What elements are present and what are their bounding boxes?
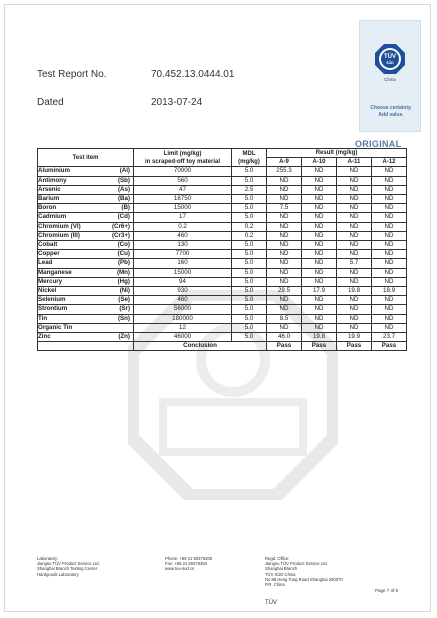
element-name-cell	[38, 287, 134, 296]
result-cell: ND	[372, 241, 407, 250]
mdl-cell: 5.0	[232, 323, 267, 332]
limit-cell: 460	[134, 296, 232, 305]
table-row	[38, 287, 407, 296]
table-row	[38, 259, 407, 268]
mdl-cell: 5.0	[232, 213, 267, 222]
result-cell: ND	[337, 167, 372, 176]
element-name: Lead	[38, 259, 53, 267]
result-cell: ND	[267, 213, 302, 222]
table-row	[38, 185, 407, 194]
result-cell: ND	[337, 277, 372, 286]
result-cell: ND	[337, 250, 372, 259]
element-symbol: (Ba)	[117, 195, 130, 203]
header-sample-a10: A-10	[302, 158, 337, 167]
element-symbol: (Hg)	[117, 277, 130, 285]
element-symbol: (Cu)	[117, 250, 130, 258]
svg-text:TÜV: TÜV	[384, 54, 396, 60]
limit-cell: 930	[134, 287, 232, 296]
footer-lab-line: Shanghai Branch Testing Center	[37, 566, 98, 572]
result-cell: ND	[372, 231, 407, 240]
footer-lab-line: Hardgoods Laboratory	[37, 571, 79, 577]
element-name: Mercury	[38, 277, 63, 285]
element-name-cell	[38, 176, 134, 185]
conclusion-label: Conclusion	[134, 342, 267, 351]
element-name-cell	[38, 333, 134, 342]
result-cell: ND	[372, 305, 407, 314]
mdl-cell: 5.0	[232, 296, 267, 305]
mdl-cell: 5.0	[232, 287, 267, 296]
table-row	[38, 305, 407, 314]
element-name-cell	[38, 305, 134, 314]
table-row	[38, 167, 407, 176]
dated-value: 2013-07-24	[151, 97, 203, 108]
limit-cell: 160	[134, 259, 232, 268]
result-cell: ND	[267, 259, 302, 268]
element-name: Chromium (III)	[38, 231, 80, 239]
conclusion-a12: Pass	[372, 342, 407, 351]
table-row	[38, 323, 407, 332]
element-name: Selenium	[38, 296, 66, 304]
limit-cell: 56000	[134, 305, 232, 314]
result-cell: ND	[267, 305, 302, 314]
result-cell: 17.9	[302, 287, 337, 296]
element-symbol: (Cd)	[117, 213, 130, 221]
header-sample-a12: A-12	[372, 158, 407, 167]
tuv-logo-icon	[374, 43, 406, 75]
result-cell: ND	[302, 213, 337, 222]
element-name-cell	[38, 185, 134, 194]
header-result: Result (mg/kg)	[267, 149, 407, 158]
footer-reg-line: P.R. China	[265, 582, 285, 588]
result-cell: ND	[302, 231, 337, 240]
table-row	[38, 241, 407, 250]
result-cell: ND	[337, 241, 372, 250]
mdl-cell: 5.0	[232, 241, 267, 250]
limit-cell: 15000	[134, 204, 232, 213]
limit-cell: 70000	[134, 167, 232, 176]
element-name-cell	[38, 195, 134, 204]
footer-lab-line: Laboratory:	[37, 556, 59, 561]
result-cell: ND	[302, 241, 337, 250]
element-symbol: (Mn)	[116, 268, 130, 276]
limit-cell: 130	[134, 241, 232, 250]
conclusion-row	[38, 342, 407, 351]
footer-tuv-brand: TÜV	[265, 600, 277, 606]
element-name: Cadmium	[38, 213, 67, 221]
element-name: Boron	[38, 204, 57, 212]
limit-cell: 7700	[134, 250, 232, 259]
element-name: Copper	[38, 250, 60, 258]
results-table	[37, 148, 407, 351]
report-number-value: 70.452.13.0444.01	[151, 69, 235, 80]
limit-cell: 560	[134, 176, 232, 185]
mdl-cell: 5.0	[232, 277, 267, 286]
result-cell: ND	[372, 277, 407, 286]
limit-cell: 17	[134, 213, 232, 222]
element-symbol: (Sr)	[119, 305, 130, 313]
element-name-cell	[38, 323, 134, 332]
element-symbol: (Cr3+)	[111, 231, 130, 239]
limit-cell: 180000	[134, 314, 232, 323]
footer-reg-line: Jiangsu TÜV Product Service Ltd.	[265, 561, 328, 567]
footer-reg-line: Shanghai Branch	[265, 566, 298, 572]
table-row	[38, 296, 407, 305]
result-cell: ND	[372, 195, 407, 204]
element-name: Manganese	[38, 268, 72, 276]
footer-laboratory	[37, 556, 100, 577]
result-cell: ND	[372, 222, 407, 231]
mdl-cell: 5.0	[232, 167, 267, 176]
element-name: Chromium (VI)	[38, 222, 81, 230]
table-row	[38, 213, 407, 222]
footer-phone: Phone: +86 21 60376300	[165, 556, 213, 561]
logo-tagline	[362, 105, 420, 119]
footer-contact	[165, 556, 212, 572]
result-cell: ND	[372, 185, 407, 194]
element-name: Aluminium	[38, 167, 70, 175]
element-symbol: (Pb)	[117, 259, 130, 267]
page-number: Page 7 of 8	[375, 588, 399, 593]
element-name: Cobalt	[38, 241, 58, 249]
element-name-cell	[38, 259, 134, 268]
result-cell: 19.8	[302, 333, 337, 342]
result-cell: 18.9	[372, 287, 407, 296]
result-cell: ND	[302, 323, 337, 332]
header-sample-a11: A-11	[337, 158, 372, 167]
conclusion-a9: Pass	[267, 342, 302, 351]
element-name: Strontium	[38, 305, 68, 313]
result-cell: 255.3	[267, 167, 302, 176]
mdl-cell: 5.0	[232, 314, 267, 323]
element-symbol: (Ni)	[119, 287, 130, 295]
header-mdl-line-1: MDL	[242, 150, 256, 157]
element-name-cell	[38, 314, 134, 323]
element-name-cell	[38, 167, 134, 176]
element-symbol: (As)	[117, 185, 130, 193]
result-cell: ND	[302, 204, 337, 213]
result-cell: ND	[267, 323, 302, 332]
mdl-cell: 5.0	[232, 259, 267, 268]
element-name: Zinc	[38, 333, 51, 341]
result-cell: ND	[267, 185, 302, 194]
result-cell: ND	[302, 222, 337, 231]
header-limit-line-1: Limit (mg/kg)	[163, 150, 202, 157]
result-cell: ND	[337, 323, 372, 332]
result-cell: ND	[302, 277, 337, 286]
result-cell: 19.8	[337, 287, 372, 296]
result-cell: 29.5	[267, 287, 302, 296]
result-cell: 7.5	[267, 204, 302, 213]
header-test-item: Test item	[38, 149, 134, 167]
element-name: Antimony	[38, 176, 67, 184]
footer-reg-line: Regd. Office:	[265, 556, 290, 561]
header-mdl-line-2: (mg/kg)	[238, 158, 260, 165]
result-cell: ND	[302, 268, 337, 277]
result-cell: ND	[372, 314, 407, 323]
result-cell: ND	[302, 176, 337, 185]
element-name-cell	[38, 250, 134, 259]
result-cell: ND	[337, 195, 372, 204]
result-cell: 19.9	[337, 333, 372, 342]
footer-reg-line: No.88 Heng Tong Road Shanghai 200070	[265, 576, 343, 582]
footer-fax: Fax: +86 21 60376350	[165, 561, 208, 567]
header-mdl	[232, 149, 267, 167]
svg-text:SÜD: SÜD	[386, 61, 394, 65]
element-name: Tin	[38, 314, 48, 322]
conclusion-a10: Pass	[302, 342, 337, 351]
mdl-cell: 5.0	[232, 333, 267, 342]
result-cell: ND	[337, 222, 372, 231]
element-symbol: (Cr6+)	[111, 222, 130, 230]
result-cell: ND	[372, 268, 407, 277]
result-cell: 8.5	[267, 314, 302, 323]
limit-cell: 18750	[134, 195, 232, 204]
result-cell: ND	[372, 250, 407, 259]
result-cell: ND	[372, 296, 407, 305]
table-row	[38, 250, 407, 259]
table-row	[38, 204, 407, 213]
result-cell: 5.7	[337, 259, 372, 268]
element-symbol: (Al)	[119, 167, 130, 175]
result-cell: ND	[267, 241, 302, 250]
tagline-line-2: Add value.	[378, 112, 404, 118]
element-name-cell	[38, 241, 134, 250]
element-name: Organic Tin	[38, 323, 73, 331]
element-name: Barium	[38, 195, 60, 203]
result-cell: ND	[302, 314, 337, 323]
element-name: Arsenic	[38, 185, 61, 193]
report-number-label: Test Report No.	[37, 69, 107, 80]
result-cell: ND	[372, 204, 407, 213]
result-cell: ND	[372, 213, 407, 222]
element-name-cell	[38, 268, 134, 277]
result-cell: ND	[337, 204, 372, 213]
result-cell: ND	[302, 167, 337, 176]
mdl-cell: 5.0	[232, 268, 267, 277]
result-cell: ND	[302, 185, 337, 194]
result-cell: ND	[337, 305, 372, 314]
footer-lab-line: Jiangsu TÜV Product Service Ltd.	[37, 561, 100, 567]
mdl-cell: 5.0	[232, 250, 267, 259]
result-cell: ND	[302, 296, 337, 305]
mdl-cell: 0.2	[232, 231, 267, 240]
result-cell: ND	[267, 231, 302, 240]
element-symbol: (Zn)	[118, 333, 130, 341]
result-cell: ND	[372, 259, 407, 268]
element-name-cell	[38, 213, 134, 222]
header-sample-a9: A-9	[267, 158, 302, 167]
footer-reg-line: TÜV SÜD China	[265, 571, 296, 577]
result-cell: 46.0	[267, 333, 302, 342]
element-symbol: (Co)	[117, 241, 130, 249]
element-symbol: (Sb)	[117, 176, 130, 184]
table-row	[38, 195, 407, 204]
element-name-cell	[38, 277, 134, 286]
results-body	[38, 167, 407, 342]
result-cell: ND	[267, 296, 302, 305]
result-cell: ND	[267, 195, 302, 204]
result-cell: ND	[337, 314, 372, 323]
mdl-cell: 2.5	[232, 185, 267, 194]
result-cell: ND	[267, 222, 302, 231]
mdl-cell: 5.0	[232, 195, 267, 204]
result-cell: ND	[337, 296, 372, 305]
result-cell: 23.7	[372, 333, 407, 342]
table-row	[38, 277, 407, 286]
result-cell: ND	[337, 231, 372, 240]
element-symbol: (B)	[121, 204, 130, 212]
conclusion-a11: Pass	[337, 342, 372, 351]
tuv-logo-panel	[359, 20, 421, 132]
result-cell: ND	[372, 176, 407, 185]
tagline-line-1: Choose certainty.	[370, 105, 412, 111]
table-row	[38, 268, 407, 277]
limit-cell: 0.2	[134, 222, 232, 231]
table-row	[38, 176, 407, 185]
element-name-cell	[38, 231, 134, 240]
limit-cell: 46000	[134, 333, 232, 342]
result-cell: ND	[267, 268, 302, 277]
element-symbol: (Sn)	[117, 314, 130, 322]
footer-registered-office	[265, 556, 343, 587]
mdl-cell: 5.0	[232, 305, 267, 314]
limit-cell: 94	[134, 277, 232, 286]
element-name-cell	[38, 296, 134, 305]
result-cell: ND	[267, 176, 302, 185]
table-row	[38, 333, 407, 342]
limit-cell: 47	[134, 185, 232, 194]
logo-subtitle: China	[384, 77, 396, 82]
result-cell: ND	[267, 277, 302, 286]
result-cell: ND	[337, 213, 372, 222]
result-cell: ND	[302, 250, 337, 259]
result-cell: ND	[337, 268, 372, 277]
result-cell: ND	[302, 305, 337, 314]
mdl-cell: 0.2	[232, 222, 267, 231]
element-symbol: (Se)	[118, 296, 130, 304]
result-cell: ND	[337, 185, 372, 194]
mdl-cell: 5.0	[232, 204, 267, 213]
result-cell: ND	[372, 167, 407, 176]
element-name: Nickel	[38, 287, 57, 295]
result-cell: ND	[372, 323, 407, 332]
limit-cell: 460	[134, 231, 232, 240]
footer-website: www.tuv-sud.cn	[165, 566, 195, 572]
table-row	[38, 231, 407, 240]
table-row	[38, 314, 407, 323]
result-cell: ND	[302, 259, 337, 268]
dated-label: Dated	[37, 97, 64, 108]
mdl-cell: 5.0	[232, 176, 267, 185]
result-cell: ND	[302, 195, 337, 204]
result-cell: ND	[267, 250, 302, 259]
original-stamp: ORIGINAL	[355, 139, 402, 149]
header-limit	[134, 149, 232, 167]
element-name-cell	[38, 222, 134, 231]
limit-cell: 12	[134, 323, 232, 332]
limit-cell: 15000	[134, 268, 232, 277]
element-name-cell	[38, 204, 134, 213]
table-row	[38, 222, 407, 231]
header-limit-line-2: in scraped-off toy material	[144, 158, 221, 165]
result-cell: ND	[337, 176, 372, 185]
